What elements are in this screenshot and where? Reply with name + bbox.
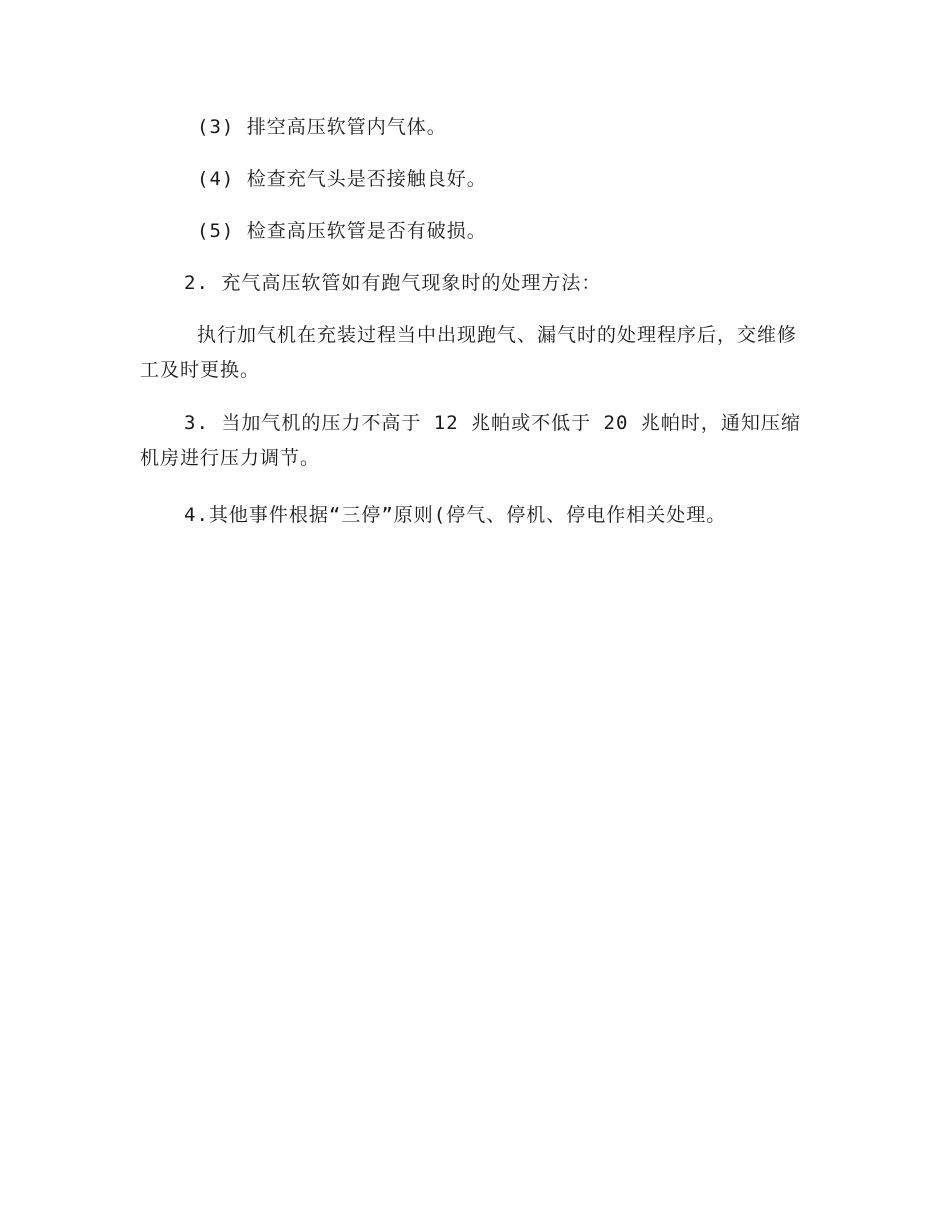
paragraph-pressure: 3. 当加气机的压力不高于 12 兆帕或不低于 20 兆帕时，通知压缩机房进行压力调节。: [140, 412, 801, 469]
list-item-5: (5) 检查高压软管是否有破损。: [197, 220, 487, 242]
list-item-3: (3) 排空高压软管内气体。: [197, 116, 447, 138]
paragraph-procedure: 执行加气机在充装过程当中出现跑气、漏气时的处理程序后，交维修工及时更换。: [140, 324, 798, 381]
section-heading-2: 2. 充气高压软管如有跑气现象时的处理方法：: [184, 272, 602, 294]
list-item-4: (4) 检查充气头是否接触良好。: [197, 168, 487, 190]
paragraph-other-events: 4.其他事件根据“三停”原则(停气、停机、停电作相关处理。: [184, 504, 727, 526]
